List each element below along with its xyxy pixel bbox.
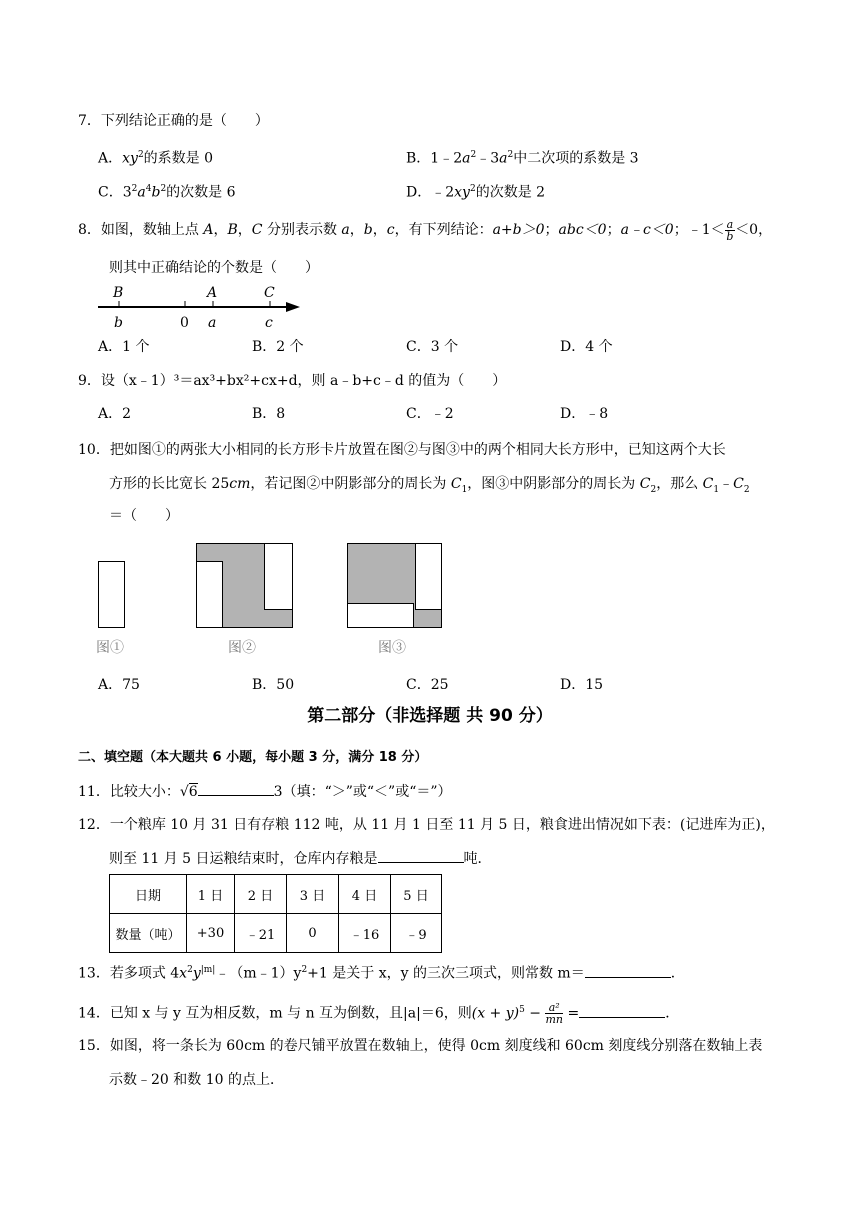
q7-option-c-label: C．	[98, 184, 123, 201]
q14-blank[interactable]	[579, 1003, 665, 1018]
q13-y: y	[192, 965, 201, 982]
q11-pre: 11．比较大小：	[78, 784, 180, 800]
q7-option-c-base: 3	[122, 184, 132, 201]
q12-line2-post: 吨．	[463, 851, 492, 867]
q14-end: ．	[665, 1005, 680, 1022]
q7-option-a-text: 的系数是 0	[143, 150, 214, 167]
q14-fraction	[545, 1002, 563, 1025]
q7-option-b-t1: 1﹣2	[430, 150, 463, 167]
q8-var-a: a	[341, 222, 350, 238]
table-cell: 5 日	[391, 875, 442, 914]
q10-unit: cm	[229, 476, 251, 492]
table-cell: ﹣16	[339, 914, 391, 953]
q8-option-b: B．2 个	[252, 339, 304, 355]
q9-option-b: B．8	[252, 406, 286, 422]
table-cell: +30	[187, 914, 235, 953]
q10-expr-c1-sub: 1	[713, 484, 720, 495]
table-cell: 4 日	[339, 875, 391, 914]
q8-stem-2: 分别表示数	[262, 222, 342, 238]
q7-option-c-v1: a	[137, 184, 146, 201]
q7-option-d-var: xy	[454, 184, 470, 201]
q10-expr-c2: C	[733, 476, 744, 492]
nl-label-b: b	[114, 315, 123, 331]
table-cell: 日期	[110, 875, 187, 914]
q7-option-a-var: xy	[122, 150, 138, 167]
q12-blank[interactable]	[378, 848, 464, 863]
q12-line2	[109, 848, 492, 869]
q7-option-b	[406, 145, 639, 169]
fig3-label: 图③	[378, 640, 406, 656]
section2-heading: 二、填空题（本大题共 6 小题，每小题 3 分，满分 18 分）	[78, 750, 428, 765]
q13-sup-x: 2	[187, 965, 193, 975]
q10-option-c: C．25	[406, 677, 449, 693]
q10-option-a: A．75	[98, 677, 140, 693]
q7-option-d-label: D．	[406, 184, 432, 201]
q8-stem-1: 8．如图，数轴上点	[78, 222, 204, 238]
q7-stem: 7．下列结论正确的是（ ）	[78, 113, 269, 129]
q11-post: 3（填：“＞”或“＜”或“＝”）	[273, 784, 452, 800]
q10-line2-mid: ，若记图②中阴影部分的周长为	[250, 476, 451, 492]
q13-blank[interactable]	[585, 963, 671, 978]
q7-option-d	[406, 179, 545, 203]
q8-stem: 8．如图，数轴上点 A，B，C 分别表示数 a，b，c，有下列结论：a+b＞0；abc＜0；a﹣c＜0；﹣1＜ $\frac{a}{b}$ ＜0，	[78, 217, 773, 243]
table-cell: ﹣9	[391, 914, 442, 953]
q8-result-3: a﹣c＜0	[620, 222, 674, 238]
q10-line1: 10．把如图①的两张大小相同的长方形卡片放置在图②与图③中的两个相同大长方形中，已知这两个大长	[78, 442, 726, 458]
q10-expr-c1: C	[702, 476, 714, 492]
q7-option-a-label: A．	[98, 150, 123, 167]
table-cell: 1 日	[187, 875, 235, 914]
q7-option-d-sup: 2	[469, 184, 476, 194]
q14-frac-num: a²	[545, 1002, 563, 1014]
q13-end: ．	[670, 965, 685, 982]
q7-option-c-s2: 2	[160, 184, 167, 194]
q7-option-b-v1: a	[462, 150, 471, 167]
q8-var-b: b	[363, 222, 373, 238]
q8-stem-3: ，有下列结论：	[394, 222, 493, 238]
fig1-label: 图①	[96, 640, 124, 656]
q10-line2-post: ，那么	[656, 476, 703, 492]
q9-option-c: C．﹣2	[406, 406, 454, 422]
q8-result-1: a+b＞0	[492, 222, 545, 238]
q10-figures	[90, 538, 450, 662]
q9-stem: 9．设（x﹣1）³＝ax³+bx²+cx+d，则 a﹣b+c﹣d 的值为（ ）	[78, 373, 507, 389]
q14-pre: 14．已知 x 与 y 互为相反数，m 与 n 互为倒数，且|a|＝6，则	[78, 1005, 472, 1022]
q11	[78, 781, 452, 802]
table-cell: 数量（吨）	[110, 914, 187, 953]
q10-c1-sub: 1	[461, 484, 468, 495]
q12-table	[109, 874, 442, 953]
q8-point-c: C	[251, 222, 263, 238]
q7-option-c	[98, 179, 236, 203]
table-cell: 3 日	[287, 875, 339, 914]
fig3-card-horizontal	[348, 604, 414, 628]
q7-option-c-s1: 4	[145, 184, 152, 194]
q10-c2-sub: 2	[650, 484, 657, 495]
q7-option-b-mid: ﹣3	[476, 150, 500, 167]
sqrt-sign-icon: √	[179, 784, 189, 800]
q7-option-a-sup: 2	[137, 150, 144, 160]
q13-sup-2: 2	[301, 965, 308, 975]
q13-pre: 13．若多项式 4	[78, 965, 180, 982]
q14-expr: (x + y)	[471, 1005, 520, 1022]
q10-line3: ＝（ ）	[109, 508, 179, 524]
q11-blank[interactable]	[198, 781, 274, 796]
q8-number-line	[90, 280, 310, 336]
nl-label-B: B	[113, 285, 124, 301]
fig2-card-right	[265, 544, 293, 610]
q13	[78, 960, 685, 984]
q10-option-d: D．15	[560, 677, 604, 693]
q8-option-a: A．1 个	[98, 339, 150, 355]
q12-line1: 12．一个粮库 10 月 31 日有存粮 112 吨，从 11 月 1 日至 11 月 5 日，粮食进出情况如下表：(记进库为正)，	[78, 817, 775, 833]
nl-label-A: A	[207, 285, 218, 301]
q15-line2: 示数﹣20 和数 10 的点上．	[109, 1072, 284, 1088]
fig1-card	[99, 562, 125, 628]
q10-c2: C	[639, 476, 651, 492]
fig2-card-left	[197, 562, 223, 628]
q11-radicand: 6	[188, 784, 198, 800]
q7-option-b-s2: 2	[507, 150, 514, 160]
q14-frac-den: mn	[545, 1013, 563, 1027]
q8-var-c: c	[386, 222, 395, 238]
q14-minus: −	[524, 1005, 546, 1022]
q14-sup-5: 5	[519, 1005, 525, 1015]
q10-expr-minus: ﹣	[719, 476, 734, 492]
q8-option-c: C．3 个	[406, 339, 459, 355]
q15-line1: 15．如图，将一条长为 60cm 的卷尺铺平放置在数轴上，使得 0cm 刻度线和 60cm 刻度线分别落在数轴上表	[78, 1038, 763, 1054]
q8-result-4-pre: ﹣1＜	[687, 222, 725, 238]
table-cell: 2 日	[235, 875, 287, 914]
q7-option-c-text: 的次数是 6	[166, 184, 236, 201]
table-row	[110, 914, 442, 953]
q7-option-d-text: 的次数是 2	[475, 184, 546, 201]
table-row	[110, 875, 442, 914]
nl-label-a: a	[208, 315, 217, 331]
q10-line2-pre: 方形的长比宽长 25	[109, 476, 230, 492]
q8-option-d: D．4 个	[560, 339, 613, 355]
q8-result-4-post: ＜0，	[735, 222, 773, 238]
q13-mid: ﹣（m﹣1）y	[215, 965, 302, 982]
q10-c1: C	[450, 476, 462, 492]
fig2-label: 图②	[228, 640, 256, 656]
q7-option-b-v2: a	[499, 150, 508, 167]
number-line-arrow	[286, 302, 300, 312]
q7-option-b-label: B．	[406, 150, 431, 167]
q12-line2-pre: 则至 11 月 5 日运粮结束时，仓库内存粮是	[109, 851, 378, 867]
q7-option-d-pre: ﹣2	[431, 184, 455, 201]
q8-point-a: A	[203, 222, 214, 238]
q14	[78, 997, 679, 1027]
q9-option-a: A．2	[98, 406, 132, 422]
q7-option-c-s0: 2	[131, 184, 138, 194]
q10-line2-mid2: ，图③中阴影部分的周长为	[467, 476, 640, 492]
q13-sup-y: |m|	[200, 965, 216, 975]
q8-result-2: abc＜0	[558, 222, 607, 238]
nl-label-C: C	[264, 285, 275, 301]
q10-line2	[109, 474, 750, 500]
table-cell: 0	[287, 914, 339, 953]
nl-label-zero: 0	[180, 315, 189, 331]
q8-stem-line2: 则其中正确结论的个数是（ ）	[109, 260, 319, 276]
q7-option-b-text: 中二次项的系数是 3	[513, 150, 639, 167]
part2-title: 第二部分（非选择题 共 90 分）	[307, 706, 553, 726]
q13-x: x	[179, 965, 188, 982]
q7-option-a	[98, 145, 213, 169]
q8-fraction	[725, 219, 736, 242]
q7-option-b-s1: 2	[470, 150, 477, 160]
nl-label-c: c	[265, 315, 273, 331]
q10-option-b: B．50	[252, 677, 295, 693]
q14-eq: =	[563, 1005, 580, 1022]
table-cell: ﹣21	[235, 914, 287, 953]
q13-post: +1 是关于 x，y 的三次三项式，则常数 m＝	[307, 965, 585, 982]
fig3-card-vertical	[416, 544, 442, 610]
q8-point-b: B	[227, 222, 238, 238]
q8-frac-den: b	[726, 229, 734, 243]
q10-expr-c2-sub: 2	[743, 484, 750, 495]
q8-frac-num: a	[726, 217, 734, 231]
q9-option-d: D．﹣8	[560, 406, 609, 422]
q7-option-c-v2: b	[151, 184, 161, 201]
